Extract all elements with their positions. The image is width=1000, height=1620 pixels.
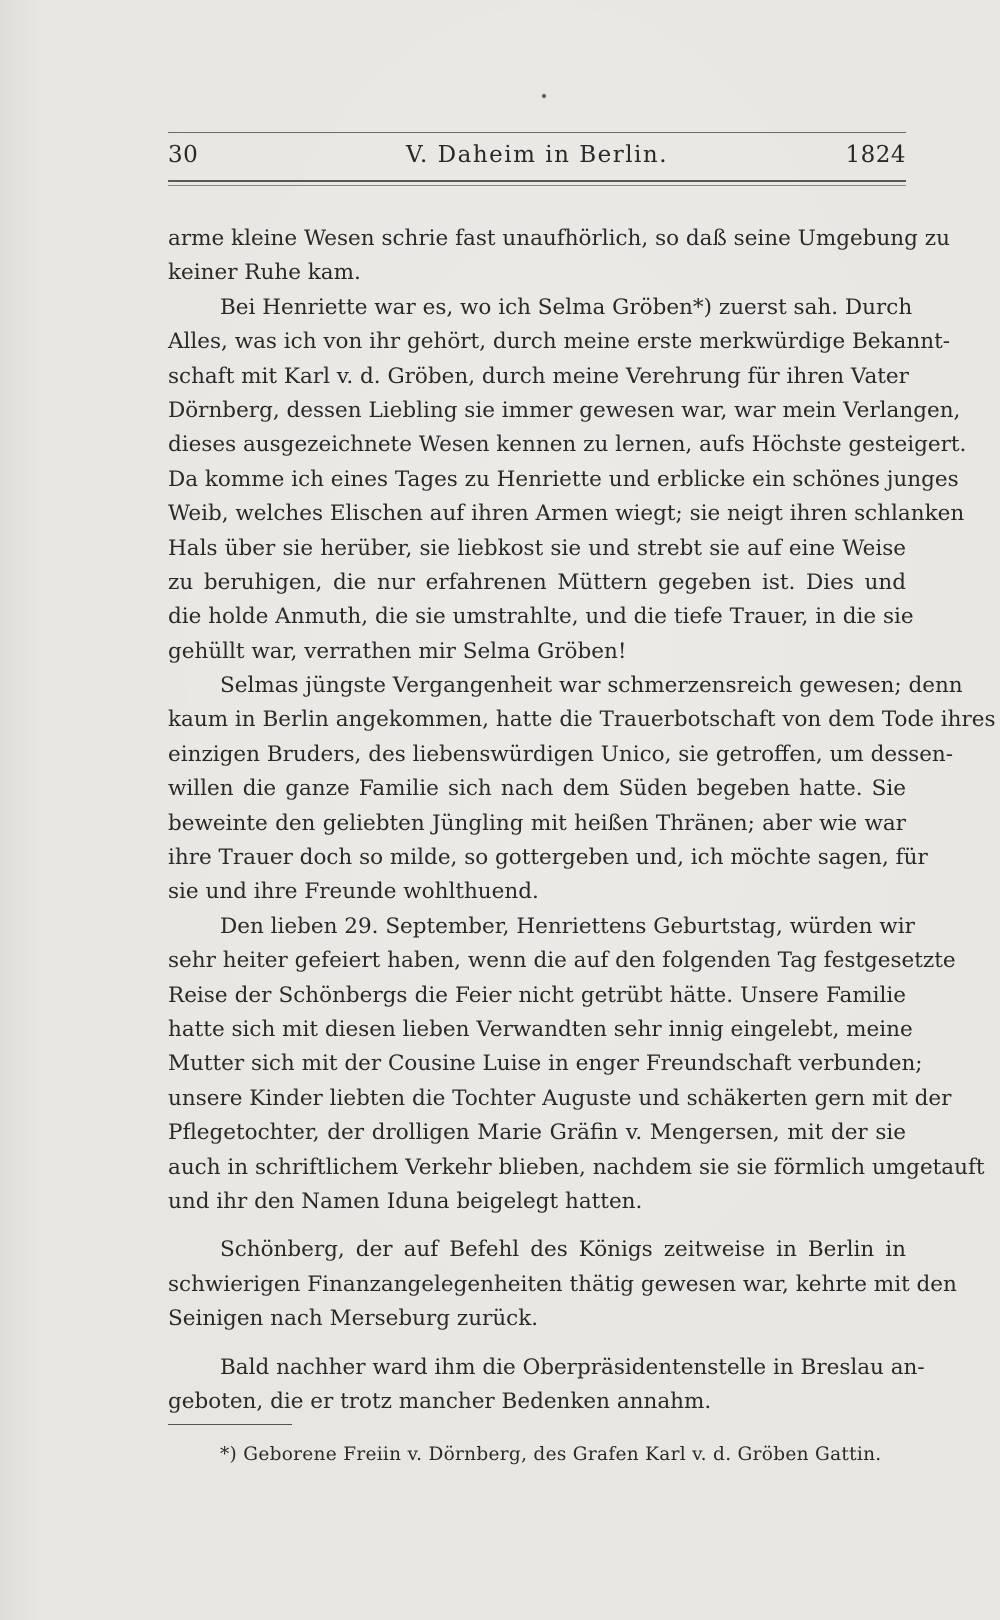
text-line: kaum in Berlin angekommen, hatte die Trauerbotschaft von dem Tode ihres xyxy=(168,707,996,733)
header-year: 1824 xyxy=(845,142,906,168)
text-line: willen die ganze Familie sich nach dem Süden begeben hatte. Sie xyxy=(168,776,906,802)
text-line: gehüllt war, verrathen mir Selma Gröben! xyxy=(168,638,627,664)
text-line: sie und ihre Freunde wohlthuend. xyxy=(168,879,539,905)
footnote: *) Geborene Freiin v. Dörnberg, des Grafen Karl v. d. Gröben Gattin. xyxy=(220,1444,882,1465)
text-line: Mutter sich mit der Cousine Luise in enger Freundschaft verbunden; xyxy=(168,1051,923,1077)
text-line: die holde Anmuth, die sie umstrahlte, und die tiefe Trauer, in die sie xyxy=(168,604,914,630)
paragraph-gap xyxy=(168,1337,906,1351)
text-line: beweinte den geliebten Jüngling mit heißen Thränen; aber wie war xyxy=(168,810,906,836)
text-line: Bei Henriette war es, wo ich Selma Gröben*) zuerst sah. Durch xyxy=(220,294,913,320)
paper-speck xyxy=(542,94,546,98)
text-line: Den lieben 29. September, Henriettens Geburtstag, würden wir xyxy=(220,913,915,939)
text-line: Dörnberg, dessen Liebling sie immer gewesen war, war mein Verlangen, xyxy=(168,397,961,423)
text-line: sehr heiter gefeiert haben, wenn die auf den folgenden Tag festgesetzte xyxy=(168,948,956,974)
text-line: Bald nachher ward ihm die Oberpräsidentenstelle in Breslau an- xyxy=(220,1354,925,1380)
footnote-rule xyxy=(168,1424,292,1425)
text-line: Reise der Schönbergs die Feier nicht getrübt hätte. Unsere Familie xyxy=(168,982,906,1008)
text-line: Alles, was ich von ihr gehört, durch meine erste merkwürdige Bekannt- xyxy=(168,329,950,355)
text-line: ihre Trauer doch so milde, so gottergeben und, ich möchte sagen, für xyxy=(168,845,928,871)
text-line: Selmas jüngste Vergangenheit war schmerzensreich gewesen; denn xyxy=(220,673,963,699)
page-number: 30 xyxy=(168,142,199,168)
text-line: Pflegetochter, der drolligen Marie Gräfin v. Mengersen, mit der sie xyxy=(168,1120,906,1146)
text-line: hatte sich mit diesen lieben Verwandten sehr innig eingelebt, meine xyxy=(168,1016,913,1042)
paragraph-gap xyxy=(168,1219,906,1233)
header-top-rule xyxy=(168,132,906,133)
text-line: einzigen Bruders, des liebenswürdigen Unico, sie getroffen, um dessen- xyxy=(168,741,954,767)
text-line: Schönberg, der auf Befehl des Königs zeitweise in Berlin in xyxy=(220,1237,906,1263)
text-line: keiner Ruhe kam. xyxy=(168,260,361,286)
text-line: Da komme ich eines Tages zu Henriette und erblicke ein schönes junges xyxy=(168,466,959,492)
text-line: schaft mit Karl v. d. Gröben, durch meine Verehrung für ihren Vater xyxy=(168,363,909,389)
text-line: auch in schriftlichem Verkehr blieben, nachdem sie sie förmlich umgetauft xyxy=(168,1154,985,1180)
running-head xyxy=(168,142,906,178)
text-line: zu beruhigen, die nur erfahrenen Müttern gegeben ist. Dies und xyxy=(168,569,906,595)
header-bottom-rule xyxy=(168,180,906,182)
body-text xyxy=(168,222,996,1419)
text-line: Weib, welches Elischen auf ihren Armen wiegt; sie neigt ihren schlanken xyxy=(168,501,965,527)
text-line: dieses ausgezeichnete Wesen kennen zu lernen, aufs Höchste gesteigert. xyxy=(168,432,967,458)
text-line: unsere Kinder liebten die Tochter Auguste und schäkerten gern mit der xyxy=(168,1085,952,1111)
text-line: Seinigen nach Merseburg zurück. xyxy=(168,1306,539,1332)
text-line: schwierigen Finanzangelegenheiten thätig gewesen war, kehrte mit den xyxy=(168,1271,957,1297)
chapter-title: V. Daheim in Berlin. xyxy=(405,142,669,168)
text-line: geboten, die er trotz mancher Bedenken annahm. xyxy=(168,1388,712,1414)
text-line: und ihr den Namen Iduna beigelegt hatten. xyxy=(168,1188,643,1214)
text-line: Hals über sie herüber, sie liebkost sie und strebt sie auf eine Weise xyxy=(168,535,906,561)
header-bottom-rule-thin xyxy=(168,185,906,186)
text-line: arme kleine Wesen schrie fast unaufhörlich, so daß seine Umgebung zu xyxy=(168,226,950,251)
